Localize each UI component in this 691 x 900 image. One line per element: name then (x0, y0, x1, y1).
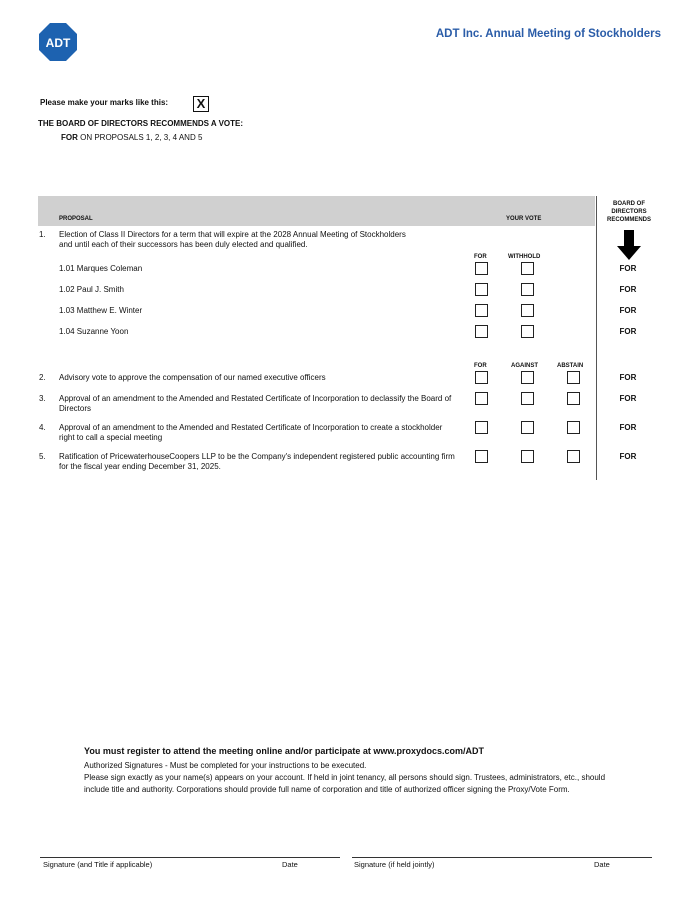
proposal-3-abstain-checkbox[interactable] (567, 392, 580, 405)
proposal-1-number: 1. (39, 230, 46, 239)
nominee-2-withhold-checkbox[interactable] (521, 283, 534, 296)
proposal-4-for-checkbox[interactable] (475, 421, 488, 434)
mark-example-box: X (193, 96, 209, 112)
proposal-3-against-checkbox[interactable] (521, 392, 534, 405)
document-title: ADT Inc. Annual Meeting of Stockholders (435, 28, 661, 40)
signature-line-1[interactable] (40, 857, 340, 858)
proposal-3-text: Approval of an amendment to the Amended and Restated Certificate of Incorporation to declassify the Board of Directors (59, 394, 452, 413)
proposal-5-abstain-checkbox[interactable] (567, 450, 580, 463)
nominee-label: 1.03 Matthew E. Winter (59, 306, 143, 315)
signature-instructions (84, 760, 614, 796)
board-rec-nominee-2: FOR (619, 285, 637, 294)
withhold-column-header: WITHHOLD (508, 254, 541, 260)
down-arrow-icon (617, 230, 641, 265)
nominee-1-withhold-checkbox[interactable] (521, 262, 534, 275)
for-column-header: FOR (474, 254, 487, 260)
proposal-4-abstain-checkbox[interactable] (567, 421, 580, 434)
proposal-5-against-checkbox[interactable] (521, 450, 534, 463)
proposal-2-text: Advisory vote to approve the compensation of our named executive officers (59, 373, 326, 382)
proposal-column-header: PROPOSAL (59, 216, 93, 222)
nominee-2-for-checkbox[interactable] (475, 283, 488, 296)
adt-logo (38, 22, 78, 62)
proposal-4-number: 4. (39, 423, 46, 432)
nominee-3-for-checkbox[interactable] (475, 304, 488, 317)
proposal-4-against-checkbox[interactable] (521, 421, 534, 434)
proposal-3-for-checkbox[interactable] (475, 392, 488, 405)
authorized-signatures-line: Authorized Signatures - Must be completed for your instructions to be executed. (84, 761, 367, 770)
nominee-label: 1.04 Suzanne Yoon (59, 327, 129, 336)
signature-line-2[interactable] (352, 857, 652, 858)
abstain-column-header: ABSTAIN (557, 363, 584, 369)
signing-guidance: Please sign exactly as your name(s) appears on your account. If held in joint tenancy, all persons should sign. Trustees, administrators, etc., should include title and authority. Corporations should provide full name of corporation and title of authorized officer signing the Proxy/Vote Form. (84, 773, 606, 794)
board-rec-proposal-5: FOR (619, 452, 637, 461)
proposal-2-against-checkbox[interactable] (521, 371, 534, 384)
nominee-1-for-checkbox[interactable] (475, 262, 488, 275)
nominee-4-withhold-checkbox[interactable] (521, 325, 534, 338)
column-divider (596, 196, 597, 480)
proposal-4-text: Approval of an amendment to the Amended and Restated Certificate of Incorporation to create a stockholder right to call a special meeting (59, 423, 443, 442)
your-vote-column-header: YOUR VOTE (506, 216, 542, 222)
signature-1-label: Signature (and Title if applicable) (43, 860, 153, 869)
board-rec-nominee-3: FOR (619, 306, 637, 315)
proposal-5-number: 5. (39, 452, 46, 461)
proposal-5-for-checkbox[interactable] (475, 450, 488, 463)
recommendation-line (61, 133, 202, 142)
marks-instruction: Please make your marks like this: (40, 98, 169, 107)
nominee-4-for-checkbox[interactable] (475, 325, 488, 338)
board-rec-proposal-2: FOR (619, 373, 637, 382)
proposal-3-number: 3. (39, 394, 46, 403)
proposal-5-text: Ratification of PricewaterhouseCoopers LLP to be the Company's independent registered public accounting firm for the fiscal year ending December 31, 2025. (59, 452, 455, 471)
board-rec-nominee-1: FOR (619, 264, 637, 273)
board-recommends-heading: THE BOARD OF DIRECTORS RECOMMENDS A VOTE: (38, 119, 244, 128)
proposal-2-abstain-checkbox[interactable] (567, 371, 580, 384)
nominee-label: 1.02 Paul J. Smith (59, 285, 124, 294)
board-recommends-column-header: BOARD OF DIRECTORS RECOMMENDS (606, 201, 651, 223)
for-word: FOR (61, 133, 78, 142)
svg-text:ADT: ADT (45, 36, 71, 50)
proposal-1-text: Election of Class II Directors for a term that will expire at the 2028 Annual Meeting of Stockholders and until each of their successors has been duly elected and qualified. (59, 230, 406, 249)
nominee-label: 1.01 Marques Coleman (59, 264, 143, 273)
board-rec-nominee-4: FOR (619, 327, 637, 336)
on-proposals-text: ON PROPOSALS 1, 2, 3, 4 AND 5 (80, 133, 203, 142)
date-1-label: Date (282, 860, 298, 869)
against-column-header: AGAINST (511, 363, 538, 369)
registration-notice: You must register to attend the meeting online and/or participate at www.proxydocs.com/ADT (84, 746, 485, 756)
nominee-3-withhold-checkbox[interactable] (521, 304, 534, 317)
for-column-header: FOR (474, 363, 487, 369)
date-2-label: Date (594, 860, 610, 869)
board-rec-proposal-4: FOR (619, 423, 637, 432)
proposal-2-for-checkbox[interactable] (475, 371, 488, 384)
board-rec-proposal-3: FOR (619, 394, 637, 403)
proposal-2-number: 2. (39, 373, 46, 382)
signature-2-label: Signature (if held jointly) (354, 860, 435, 869)
